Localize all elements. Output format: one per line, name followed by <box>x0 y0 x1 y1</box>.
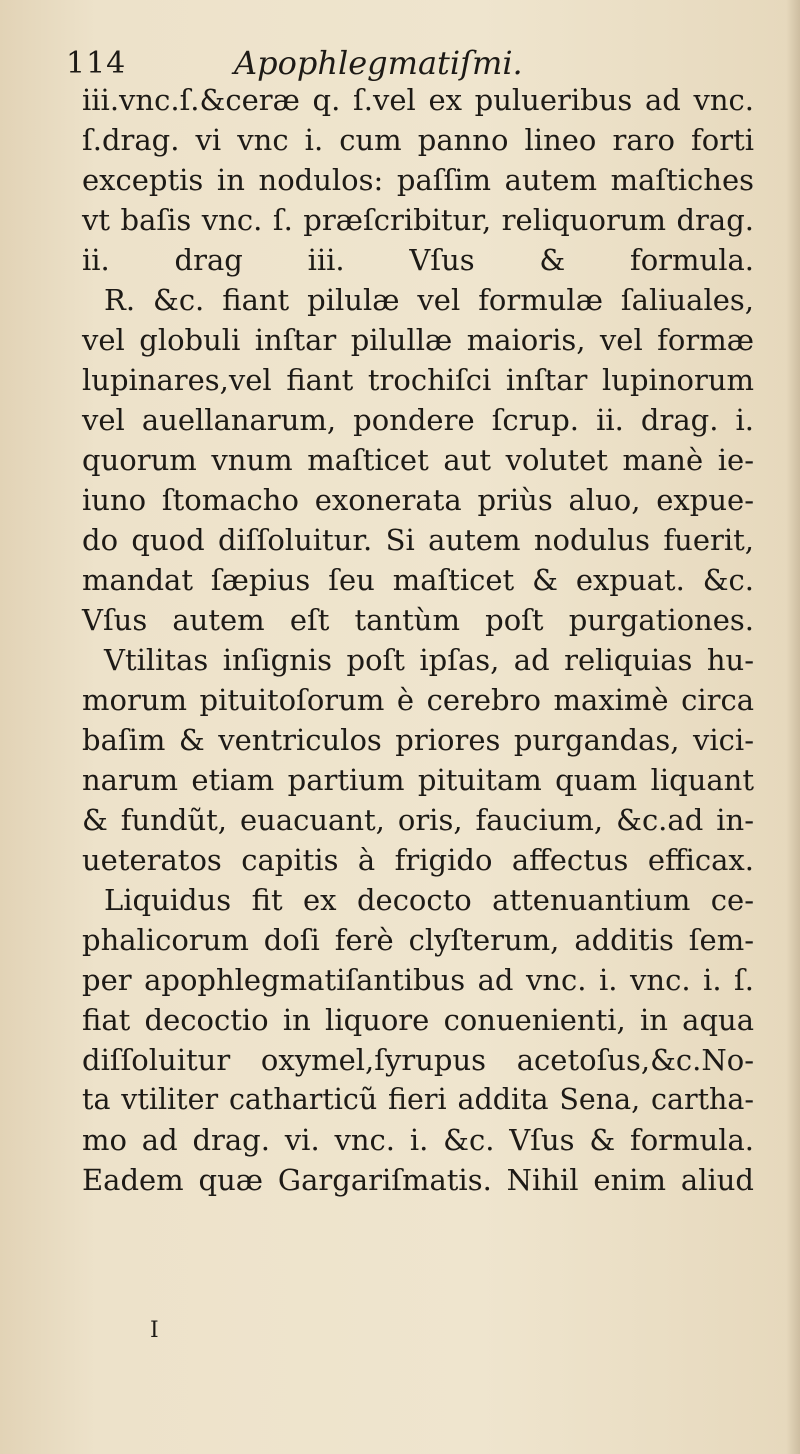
text-line: narum etiam partium pituitam quam liquant <box>82 763 754 797</box>
text-line: phalicorum doſi ferè clyſterum, additis ſem- <box>82 923 754 957</box>
text-line: per apophlegmatiſantibus ad vnc. i. vnc. i. ſ. <box>82 963 754 997</box>
text-line: do quod diſſoluitur. Si autem nodulus fuerit, <box>82 523 754 557</box>
text-line: ta vtiliter catharticũ fieri addita Sena, cartha- <box>82 1083 754 1116</box>
text-line: fiat decoctio in liquore conuenienti, in aqua <box>82 1003 754 1037</box>
text-line: ueteratos capitis à frigido affectus efficax. <box>82 843 754 877</box>
running-head: Apophlegmatiſmi. <box>234 44 523 82</box>
page-edge-shadow <box>786 0 800 1454</box>
text-line: Eadem quæ Gargariſmatis. Nihil enim aliud <box>82 1163 754 1197</box>
text-line: ii. drag iii. Vſus & formula. <box>82 243 754 277</box>
text-line: ſ.drag. vi vnc i. cum panno lineo raro forti <box>82 123 754 157</box>
text-line: diſſoluitur oxymel,ſyrupus acetoſus,&c.No- <box>82 1043 754 1077</box>
text-line: vel auellanarum, pondere ſcrup. ii. drag. i. <box>82 403 754 437</box>
text-line: lupinares,vel fiant trochiſci inſtar lupinorum <box>82 363 754 397</box>
page-number: 114 <box>66 46 127 81</box>
body-text <box>82 80 754 1200</box>
text-line: quorum vnum maſticet aut volutet manè ie- <box>82 443 754 477</box>
text-line: Liquidus fit ex decocto attenuantium ce- <box>104 883 754 917</box>
text-line: morum pituitoſorum è cerebro maximè circa <box>82 683 754 717</box>
text-line: iuno ſtomacho exonerata priùs aluo, expue- <box>82 483 754 517</box>
signature-mark: I <box>150 1318 159 1343</box>
text-line: exceptis in nodulos: paſſim autem maſtiches <box>82 163 754 197</box>
text-line: iii.vnc.ſ.&ceræ q. ſ.vel ex pulueribus ad vnc. <box>82 83 754 117</box>
text-line: baſim & ventriculos priores purgandas, vici- <box>82 723 754 757</box>
text-line: Vtilitas inſignis poſt ipſas, ad reliquias hu- <box>104 643 754 677</box>
text-line: mo ad drag. vi. vnc. i. &c. Vſus & formula. <box>82 1123 754 1157</box>
text-line: R. &c. fiant pilulæ vel formulæ ſaliuales, <box>104 283 754 317</box>
text-line: & fundũt, euacuant, oris, faucium, &c.ad in- <box>82 803 754 837</box>
text-line: vel globuli inſtar pilullæ maioris, vel formæ <box>82 323 754 357</box>
text-line: vt baſis vnc. ſ. præſcribitur, reliquorum drag. <box>82 203 754 237</box>
text-line: mandat ſæpius ſeu maſticet & expuat. &c. <box>82 563 754 597</box>
text-line: Vſus autem eſt tantùm poſt purgationes. <box>82 603 754 637</box>
